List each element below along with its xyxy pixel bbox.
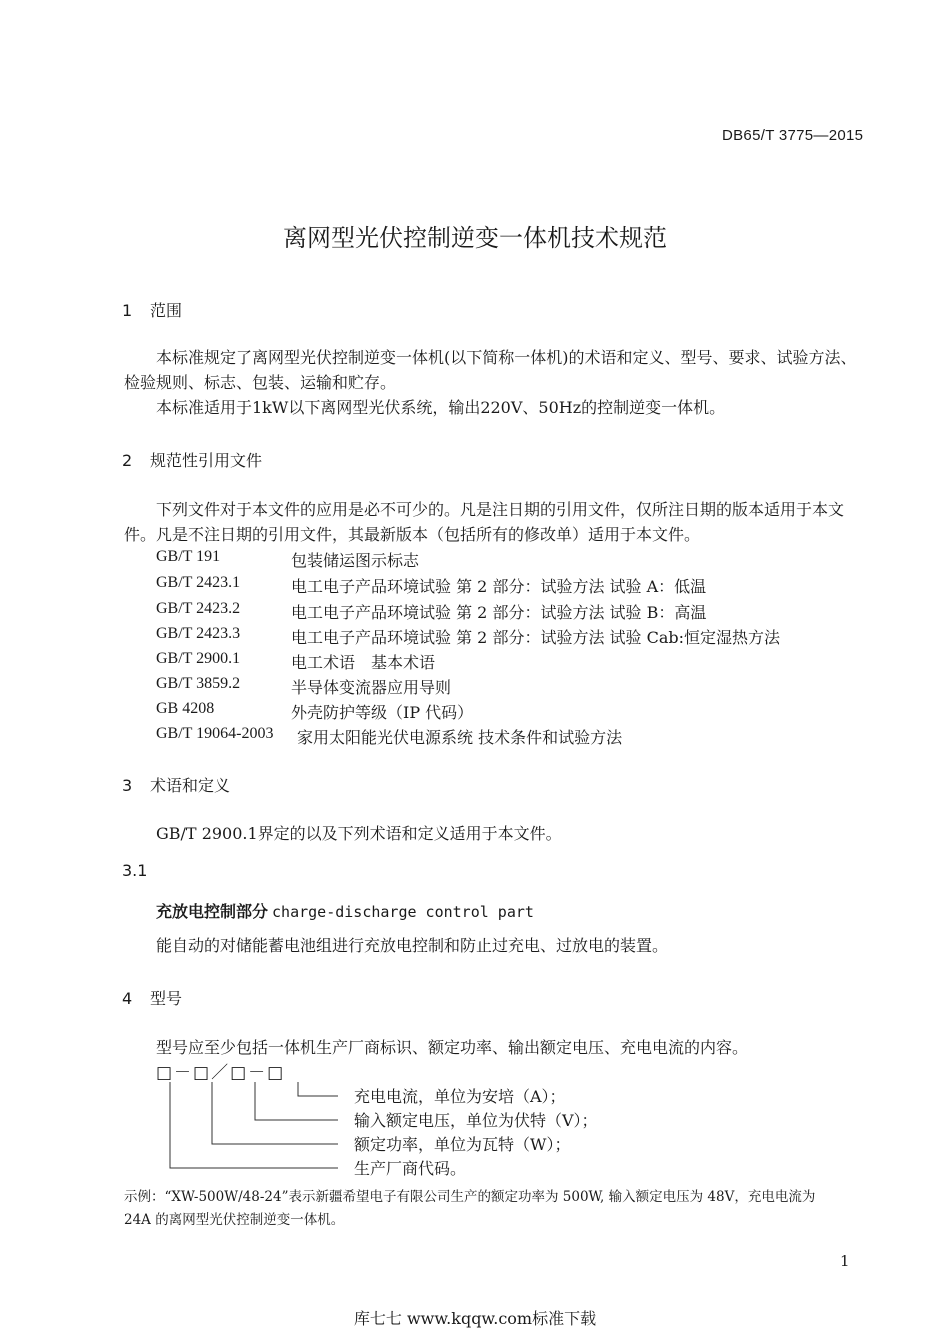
term-english: charge-discharge control part <box>272 903 534 921</box>
term-chinese: 充放电控制部分 <box>156 902 269 921</box>
legend-item: 生产厂商代码。 <box>354 1159 467 1178</box>
standard-number: DB65/T 3775—2015 <box>722 127 864 144</box>
reference-code: GB/T 2423.3 <box>156 625 241 642</box>
s2-intro-line: 下列文件对于本文件的应用是必不可少的。凡是注日期的引用文件，仅所注日期的版本适用于本文 <box>156 500 845 519</box>
section-title: 术语和定义 <box>150 776 231 795</box>
s3-intro: GB/T 2900.1界定的以及下列术语和定义适用于本文件。 <box>156 824 562 843</box>
connector-line <box>212 1082 338 1144</box>
reference-title: 电工术语 基本术语 <box>291 653 436 672</box>
section-number: 1 <box>122 301 133 320</box>
s1-paragraph-line: 本标准适用于1kW以下离网型光伏系统，输出220V、50Hz的控制逆变一体机。 <box>156 398 726 417</box>
reference-code: GB/T 2423.1 <box>156 574 241 591</box>
footer-watermark: 库七七 www.kqqw.com标准下载 <box>353 1309 597 1328</box>
reference-code: GB 4208 <box>156 700 215 717</box>
section-title: 规范性引用文件 <box>150 451 263 470</box>
model-pattern: □－□／□－□ <box>156 1063 286 1083</box>
legend-item: 充电电流，单位为安培（A）； <box>354 1087 566 1106</box>
reference-code: GB/T 191 <box>156 548 221 565</box>
s1-paragraph-line: 本标准规定了离网型光伏控制逆变一体机(以下简称一体机)的术语和定义、型号、要求、试验方法、 <box>156 348 857 367</box>
reference-title: 电工电子产品环境试验 第 2 部分：试验方法 试验 A：低温 <box>291 577 707 596</box>
reference-code: GB/T 2423.2 <box>156 600 241 617</box>
reference-title: 家用太阳能光伏电源系统 技术条件和试验方法 <box>297 728 623 747</box>
section-number: 3 <box>122 776 133 795</box>
reference-title: 电工电子产品环境试验 第 2 部分：试验方法 试验 B：高温 <box>291 603 707 622</box>
reference-title: 半导体变流器应用导则 <box>291 678 452 697</box>
example-line: 24A 的离网型光伏控制逆变一体机。 <box>124 1212 345 1228</box>
connector-line <box>170 1082 338 1168</box>
reference-title: 包装储运图示标志 <box>291 551 420 570</box>
reference-code: GB/T 19064-2003 <box>156 725 274 742</box>
s4-intro: 型号应至少包括一体机生产厂商标识、额定功率、输出额定电压、充电电流的内容。 <box>156 1038 749 1057</box>
reference-title: 电工电子产品环境试验 第 2 部分：试验方法 试验 Cab:恒定湿热方法 <box>291 628 781 647</box>
subsection-number: 3.1 <box>122 861 148 880</box>
section-number: 2 <box>122 451 133 470</box>
page-number: 1 <box>840 1252 850 1270</box>
connector-line <box>255 1082 338 1120</box>
s1-paragraph-line: 检验规则、标志、包装、运输和贮存。 <box>124 373 397 392</box>
term-definition: 能自动的对储能蓄电池组进行充放电控制和防止过充电、过放电的装置。 <box>156 936 669 955</box>
reference-code: GB/T 3859.2 <box>156 675 241 692</box>
reference-code: GB/T 2900.1 <box>156 650 241 667</box>
connector-line <box>298 1082 338 1096</box>
example-line: 示例：“XW-500W/48-24”表示新疆希望电子有限公司生产的额定功率为 500W, 输入额定电压为 48V，充电电流为 <box>124 1189 816 1205</box>
document-title: 离网型光伏控制逆变一体机技术规范 <box>283 224 667 252</box>
section-number: 4 <box>122 989 133 1008</box>
s2-intro-line: 件。凡是不注日期的引用文件，其最新版本（包括所有的修改单）适用于本文件。 <box>124 525 701 544</box>
section-title: 范围 <box>150 301 183 320</box>
legend-item: 输入额定电压，单位为伏特（V）； <box>354 1111 598 1130</box>
section-title: 型号 <box>150 989 183 1008</box>
reference-title: 外壳防护等级（IP 代码） <box>291 703 474 722</box>
legend-item: 额定功率，单位为瓦特（W）； <box>354 1135 571 1154</box>
